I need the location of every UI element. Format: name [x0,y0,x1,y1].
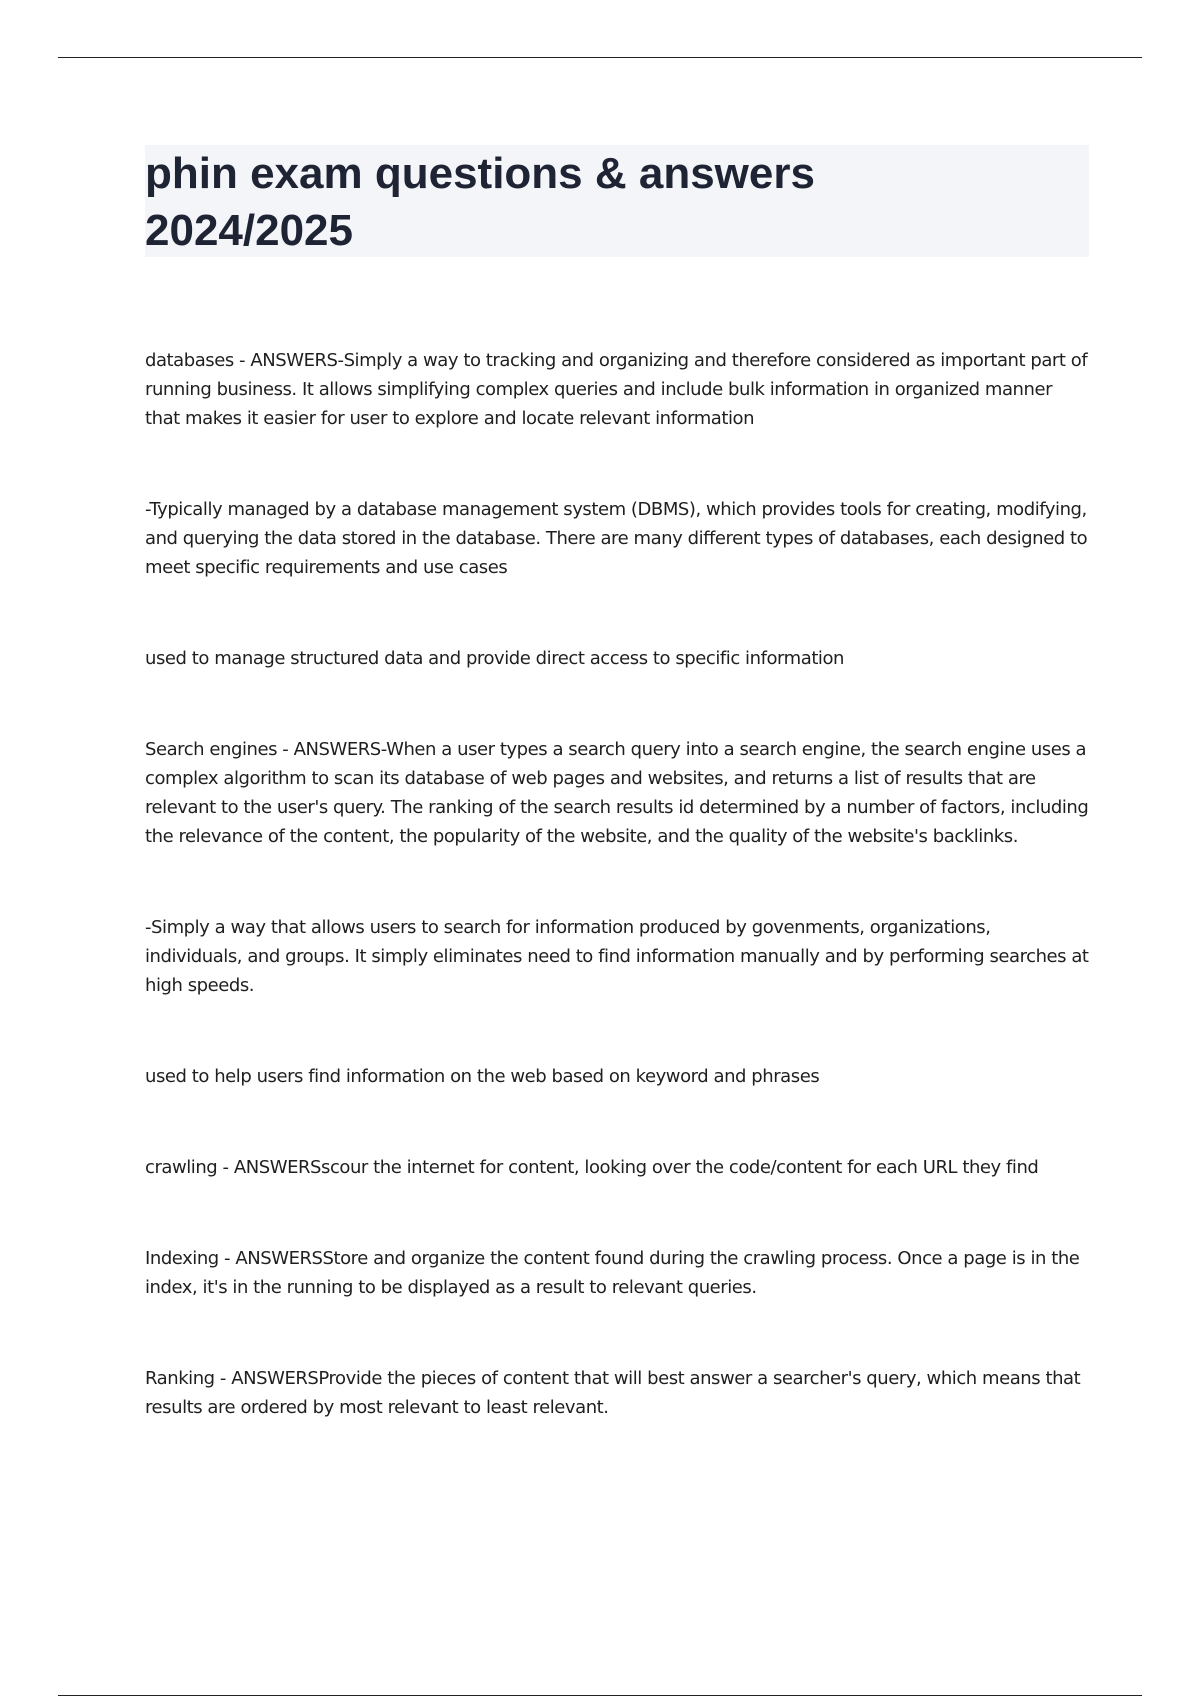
paragraph-ranking: Ranking - ANSWERSProvide the pieces of content that will best answer a searcher's query, which means that results are ordered by most relevant to least relevant. [145,1368,1081,1418]
document-title: phin exam questions & answers 2024/2025 [145,149,815,255]
paragraph-keyword-search: used to help users find information on the web based on keyword and phrases [145,1066,820,1087]
paragraph-databases: databases - ANSWERS-Simply a way to tracking and organizing and therefore considered as important part of running business. It allows simplifying complex queries and include bulk information in organized manner that makes it easier for user to explore and locate relevant information [145,350,1088,429]
paragraph-search-purpose: -Simply a way that allows users to search for information produced by govenments, organizations, individuals, and groups. It simply eliminates need to find information manually and by performing searches at high speeds. [145,917,1089,996]
paragraph-indexing: Indexing - ANSWERSStore and organize the content found during the crawling process. Once a page is in the index, it's in the running to be displayed as a result to relevant queries. [145,1248,1080,1298]
paragraph-dbms: -Typically managed by a database management system (DBMS), which provides tools for creating, modifying, and querying the data stored in the database. There are many different types of databases, each designed to meet specific requirements and use cases [145,499,1088,578]
title-banner [145,145,1089,257]
header-rule [58,57,1142,58]
document-body [145,346,1090,1422]
footer-rule [58,1695,1142,1696]
paragraph-crawling: crawling - ANSWERSscour the internet for content, looking over the code/content for each URL they find [145,1157,1039,1178]
paragraph-structured-data: used to manage structured data and provide direct access to specific information [145,648,844,669]
paragraph-search-engines: Search engines - ANSWERS-When a user types a search query into a search engine, the search engine uses a complex algorithm to scan its database of web pages and websites, and returns a list of results that are relevant to the user's query. The ranking of the search results id determined by a number of factors, including the relevance of the content, the popularity of the website, and the quality of the website's backlinks. [145,739,1089,847]
